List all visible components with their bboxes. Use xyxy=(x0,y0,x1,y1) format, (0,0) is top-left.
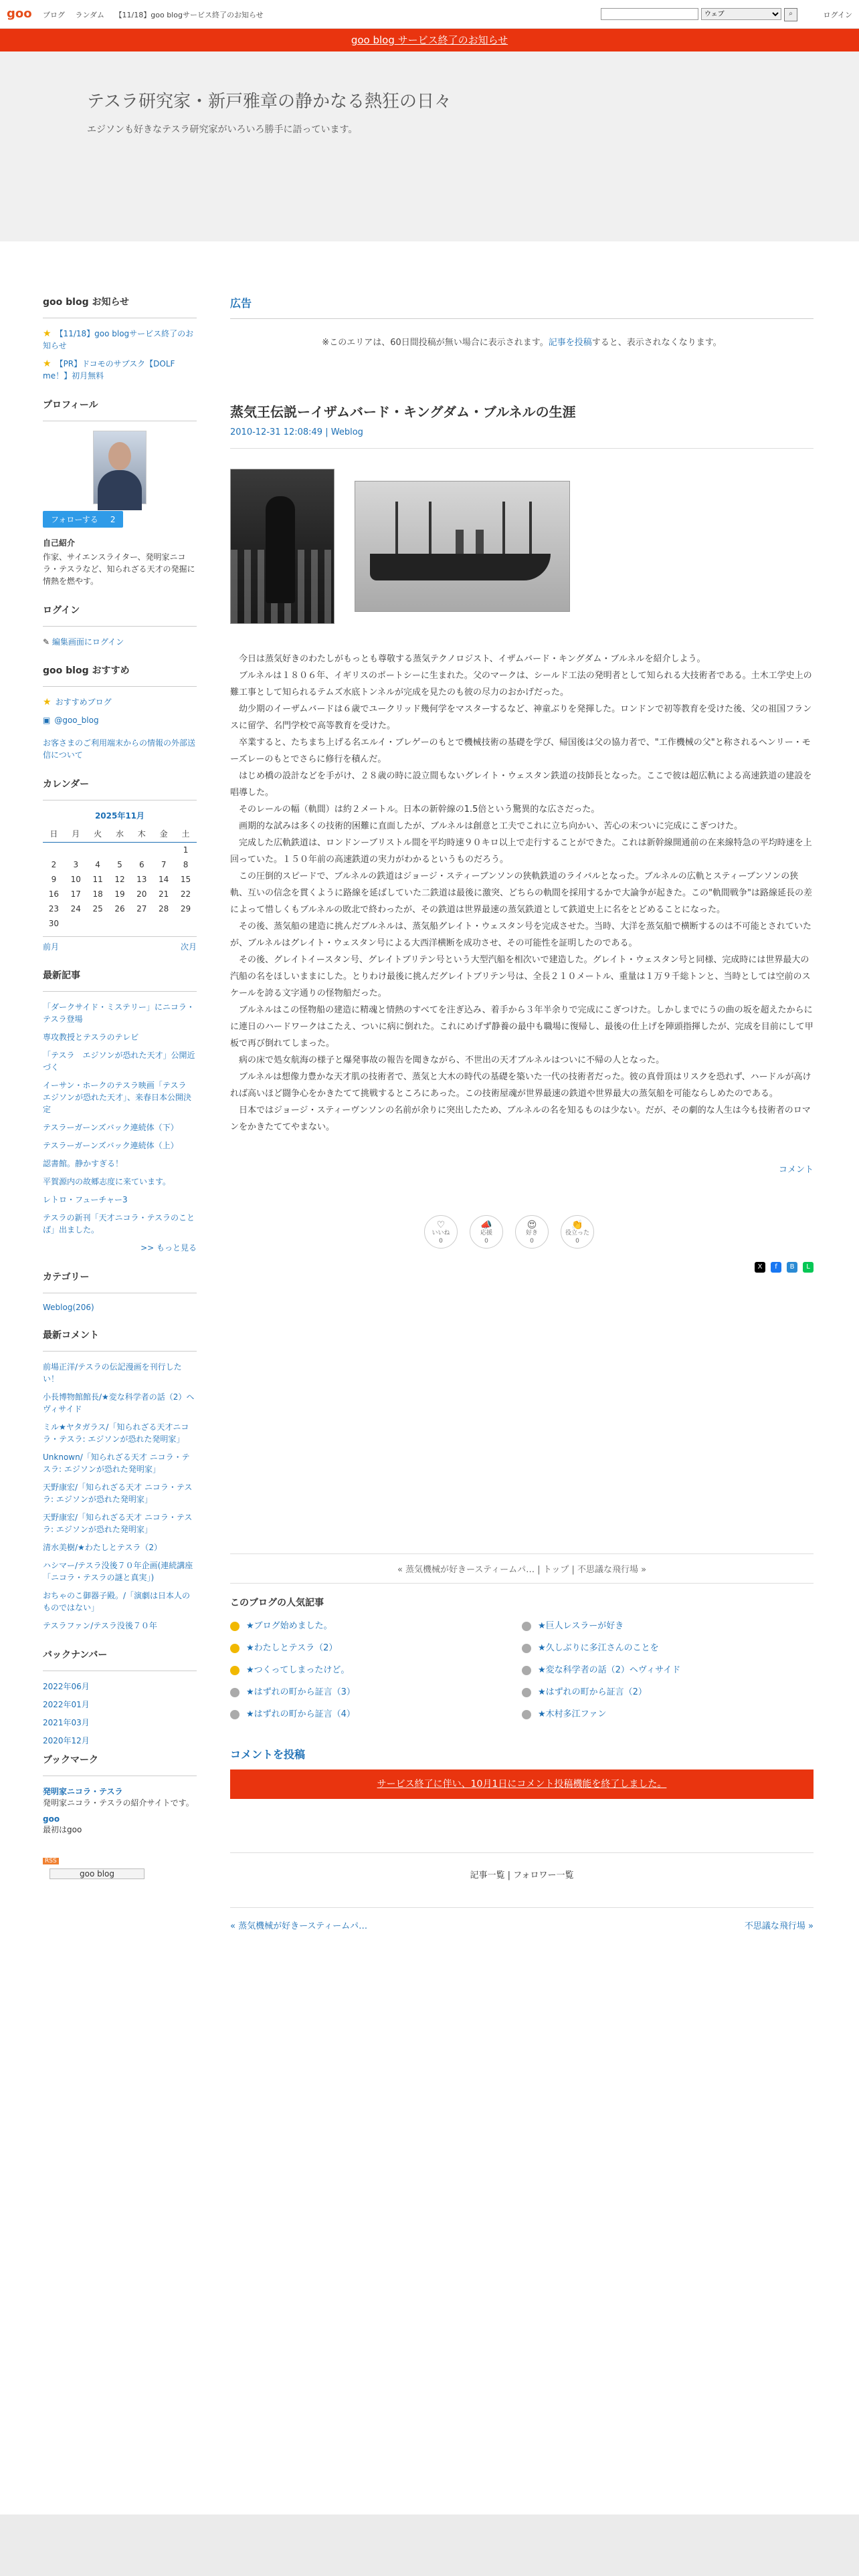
sidebar-recent xyxy=(43,968,197,1254)
calendar-date xyxy=(109,843,131,858)
rank-icon xyxy=(522,1666,531,1675)
sidebar-heading: 最新コメント xyxy=(43,1328,197,1352)
calendar-date: 3 xyxy=(73,860,79,869)
calendar-date: 5 xyxy=(117,860,122,869)
comment-closed-notice xyxy=(230,1769,814,1799)
sidebar-heading: goo blog おすすめ xyxy=(43,663,197,687)
calendar-date: 2 xyxy=(51,860,57,869)
blog-title[interactable]: テスラ研究家・新戸雅章の静かなる熱狂の日々 xyxy=(87,92,452,112)
popular-item[interactable]: ★つくってしまったけど。 xyxy=(230,1662,522,1675)
calendar-date: 27 xyxy=(136,904,147,914)
popular-heading: このブログの人気記事 xyxy=(230,1598,324,1608)
login-link[interactable]: ログイン xyxy=(823,11,852,19)
blog-header xyxy=(0,51,859,241)
rank-icon xyxy=(522,1710,531,1719)
calendar-date: 18 xyxy=(92,889,103,899)
follow-count: 2 xyxy=(110,515,116,524)
calendar-date: 23 xyxy=(48,904,60,914)
search-area xyxy=(601,8,797,21)
follow-button[interactable]: フォローする 2 xyxy=(43,511,123,528)
twitter-icon: ▣ xyxy=(43,716,51,725)
twitter-link[interactable]: @goo_blog xyxy=(54,716,99,725)
sidebar-bookmark xyxy=(43,1753,197,1835)
post-body xyxy=(230,651,814,1136)
sidebar-profile xyxy=(43,398,197,587)
reaction-buttons xyxy=(230,1215,814,1249)
bookmark-desc: 発明家ニコラ・テスラの紹介サイトです。 xyxy=(43,1798,194,1808)
sidebar-heading: バックナンバー xyxy=(43,1648,197,1671)
facebook-icon[interactable]: f xyxy=(771,1262,781,1273)
calendar-date xyxy=(87,843,109,858)
calendar-week xyxy=(43,872,197,887)
crown-icon xyxy=(230,1666,240,1675)
calendar-date: 6 xyxy=(138,860,145,869)
calendar-date: 12 xyxy=(114,875,125,884)
popular-item[interactable]: ★木村多江ファン xyxy=(522,1707,814,1719)
recent-post-link[interactable]: テスラーガーンズバック連続体（上） xyxy=(43,1141,179,1150)
calendar-day: 日 xyxy=(43,825,65,843)
backnumber-link[interactable]: 2020年12月 xyxy=(43,1736,90,1745)
rank-icon xyxy=(522,1644,531,1653)
topbar-link-random[interactable]: ランダム xyxy=(75,11,105,19)
prev-post-link[interactable]: « 蒸気機械が好きースティームパ… xyxy=(230,1921,368,1931)
bookmark-desc: 最初はgoo xyxy=(43,1825,82,1834)
post-article-link[interactable]: 記事を投稿 xyxy=(548,338,592,348)
calendar-day: 金 xyxy=(153,825,175,843)
category-link[interactable]: Weblog(206) xyxy=(43,1303,94,1312)
calendar-date xyxy=(109,916,131,931)
post-paragraph: そのレールの幅（軌間）は約２メートル。日本の新幹線の1.5倍という驚異的な広さだった。 xyxy=(230,804,600,815)
calendar-date: 24 xyxy=(70,904,81,914)
popular-item[interactable]: ★変な科学者の話（2）ヘヴィサイド xyxy=(522,1662,814,1675)
sidebar-heading: ログイン xyxy=(43,603,197,627)
reaction-like-button[interactable]: ♡ いいね 0 xyxy=(424,1215,458,1249)
notice-item xyxy=(43,328,197,352)
post-pager[interactable]: « 蒸気機械が好きースティームパ… | トップ | 不思議な飛行場 » xyxy=(230,1553,814,1584)
post-paragraph: 完成した広軌鉄道は、ロンドンーブリストル間を平均時速９０キロ以上で走行することができた。これは新幹線開通前の在来線特急の平均時速を上回っていた。１５０年前の高速鉄道の実力がわかるというものだろう。 xyxy=(230,838,812,865)
popular-item[interactable]: ★はずれの町から証言（3） xyxy=(230,1685,522,1697)
privacy-link[interactable]: お客さまのご利用端末からの情報の外部送信について xyxy=(43,738,196,760)
calendar-date: 16 xyxy=(48,889,60,899)
recent-comment-link[interactable]: 小長博物館館長/★変な科学者の話（2）ヘヴィサイド xyxy=(43,1392,195,1414)
sidebar-heading: カレンダー xyxy=(43,777,197,800)
great-eastern-ship-image xyxy=(355,481,570,612)
topbar-link-blog[interactable]: ブログ xyxy=(43,11,65,19)
star-icon: ★ xyxy=(43,358,52,369)
service-end-link[interactable]: goo blog サービス終了のお知らせ xyxy=(351,34,508,46)
sidebar xyxy=(43,295,197,1879)
calendar-day: 月 xyxy=(65,825,87,843)
sidebar-heading: ブックマーク xyxy=(43,1753,197,1776)
more-link[interactable]: >> もっと見る xyxy=(140,1243,197,1253)
star-icon: ★ xyxy=(43,697,52,708)
edit-login-link[interactable]: 編集画面にログイン xyxy=(52,637,124,647)
sidebar-heading: 最新記事 xyxy=(43,968,197,992)
recent-post-link[interactable]: 「ダークサイド・ミステリー」にニコラ・テスラ登場 xyxy=(43,1002,195,1024)
recommend-link[interactable]: おすすめブログ xyxy=(55,697,112,707)
list-links[interactable]: 記事一覧 | フォロワー一覧 xyxy=(230,1852,814,1881)
avatar[interactable] xyxy=(93,431,147,504)
post-paragraph: 病の床で処女航海の様子と爆発事故の報告を聞きながら、不世出の天才ブルネルはついに不帰の人となった。 xyxy=(230,1055,665,1065)
recent-post-link[interactable]: 認書館。静かすぎる！ xyxy=(43,1159,124,1168)
search-input[interactable] xyxy=(601,8,698,20)
sidebar-heading: カテゴリー xyxy=(43,1270,197,1293)
calendar-caption: 2025年11月 xyxy=(94,811,145,821)
star-icon: ★ xyxy=(43,328,52,339)
recent-post-link[interactable]: 平賀源内の故郷志度に来ています。 xyxy=(43,1177,171,1186)
post-paragraph: その後、グレイトイースタン号、グレイトブリテン号という大型汽船を相次いで建造した。グレイト・ウェスタン号と同様、完成時には世界最大の汽船の名をほしいままにした。とりわけ最後に挑んだグレイトブリテン号は、全長２１０メートル、重量は１万９千総トンと、当時としては空前のスケールを誇る文字通りの怪物船だった。 xyxy=(230,955,811,998)
post-paragraph: その後、蒸気船の建造に挑んだブルネルは、蒸気船グレイト・ウェスタン号を完成させた。当時、大洋を蒸気船で横断するのは不可能とされていたが、ブルネルはグレイト・ウェスタン号による大西洋横断を成功させ、その可能性を証明したのである。 xyxy=(230,922,812,948)
calendar-date: 15 xyxy=(180,875,191,884)
list-item xyxy=(43,696,197,708)
post-paragraph: ブルネルは１８０６年、イギリスのポートシーに生まれた。父のマークは、シールド工法の発明者として知られる大技術者である。土木工学史上の難工事として知られるテムズ水底トンネルが完成を見たのも彼の尽力のおかげだった。 xyxy=(230,671,812,697)
calendar-date xyxy=(87,916,109,931)
calendar-date: 22 xyxy=(180,889,191,899)
sidebar-comments xyxy=(43,1328,197,1632)
notice-link[interactable]: 【PR】ドコモのサブスク【DOLF me！】初月無料 xyxy=(43,359,175,381)
recent-post-link[interactable]: テスラーガーンズバック連続体（下） xyxy=(43,1123,179,1132)
search-icon[interactable]: ⌕ xyxy=(784,8,797,21)
post-paragraph: ブルネルはこの怪物船の建造に精魂と情熱のすべてを注ぎ込み、着手から３年半余りで完成にこぎつけた。しかしまでにうの曲の坂を超えたからにに連日のハードワークはこたえ、ついに病に倒れた。これにめげず静養の最中も職場に復帰し、最後の仕上げを陣頭指揮したが、完成を目前にして甲板で再び倒れてしまった。 xyxy=(230,1005,814,1049)
notice-item xyxy=(43,358,197,382)
calendar-date: 4 xyxy=(95,860,100,869)
calendar-date: 20 xyxy=(136,889,147,899)
post-paragraph: ブルネルは想像力豊かな天才肌の技術者で、蒸気と大木の時代の基礎を築いた一代の技術者だった。彼の真骨頂はリスクを恐れず、ハードルが高ければ高いほど闘争心をかきたてて挑戦するところにあった。この技術屋魂が世界最速の鉄道や世界最大の蒸気船を可能ならしめたのである。 xyxy=(230,1072,812,1099)
calendar-date: 7 xyxy=(161,860,167,869)
next-post-link[interactable]: 不思議な飛行場 » xyxy=(744,1921,814,1931)
calendar-body xyxy=(43,843,197,932)
popular-item[interactable]: ★巨人レスラーが好き xyxy=(522,1618,814,1631)
calendar-week xyxy=(43,887,197,901)
reaction-cheer-button[interactable]: 📣 応援 0 xyxy=(470,1215,503,1249)
calendar-week xyxy=(43,916,197,931)
bookmark-link[interactable]: goo xyxy=(43,1814,60,1824)
hatena-icon[interactable]: B xyxy=(787,1262,797,1273)
topbar-link-notice[interactable]: 【11/18】goo blogサービス終了のお知らせ xyxy=(114,11,264,19)
bookmark-link[interactable]: 発明家ニコラ・テスラ xyxy=(43,1787,123,1796)
self-intro-text: 作家、サイエンスライター、発明家ニコラ・テスラなど、知られざる天才の発掘に情熱を燃やす。 xyxy=(43,552,195,586)
calendar-date: 25 xyxy=(92,904,103,914)
rank-icon xyxy=(230,1710,240,1719)
post-photos xyxy=(230,469,814,624)
calendar-date: 21 xyxy=(159,889,169,899)
sidebar-badges xyxy=(43,1855,197,1879)
sidebar-notices xyxy=(43,295,197,382)
sidebar-recommend xyxy=(43,663,197,761)
calendar-date: 10 xyxy=(70,875,81,884)
megaphone-icon: 📣 xyxy=(480,1220,492,1230)
post-paragraph: この圧倒的スピードで、ブルネルの鉄道はジョージ・スティーブンソンの狭軌鉄道のライバルとなった。ブルネルの広軌とスティーブンソンの狭軌、互いの信念を貫くように路線を延ばしていた二鉄道は最後に激突、どちらの軌間を採用するかで大論争が起きた。この"軌間戦争"は路線延長の差によって惜しくもブルネルの敗北で終わったが、その鉄道は世界最速の蒸気鉄道として鉄道史上に名をとどめることになった。 xyxy=(230,871,812,915)
page-footer xyxy=(0,2514,859,2576)
global-topbar xyxy=(0,0,859,29)
heart-eyes-icon: 😍 xyxy=(527,1220,537,1230)
post-title: 蒸気王伝説ーイザムバード・キングダム・ブルネルの生涯 xyxy=(230,404,576,420)
popular-list xyxy=(230,1618,814,1719)
ad-note: ※このエリアは、60日間投稿が無い場合に表示されます。記事を投稿すると、表示されなくなります。 xyxy=(322,338,722,348)
calendar-date xyxy=(130,916,153,931)
calendar-date: 1 xyxy=(183,845,189,855)
calendar-day: 土 xyxy=(175,825,197,843)
share-buttons xyxy=(230,1262,814,1273)
calendar-date xyxy=(65,916,87,931)
sidebar-login xyxy=(43,603,197,647)
calendar-day: 水 xyxy=(109,825,131,843)
self-intro-heading: 自己紹介 xyxy=(43,538,76,548)
main-content xyxy=(230,295,814,1931)
rank-icon xyxy=(230,1688,240,1697)
list-item xyxy=(43,714,197,726)
reaction-love-button[interactable]: 😍 好き 0 xyxy=(515,1215,549,1249)
post-category-link[interactable]: Weblog xyxy=(330,427,363,437)
calendar-date xyxy=(130,843,153,858)
popular-item[interactable]: ★はずれの町から証言（4） xyxy=(230,1707,522,1719)
calendar-date: 14 xyxy=(159,875,169,884)
recent-post-link[interactable]: 「テスラ エジソンが恐れた天才」公開近づく xyxy=(43,1051,195,1072)
comment-link[interactable]: コメント xyxy=(778,1165,814,1175)
clap-icon: 👏 xyxy=(571,1220,583,1230)
rss-icon[interactable]: RSS xyxy=(43,1858,59,1864)
recent-post-link[interactable]: 専攻教授とテスラのテレビ xyxy=(43,1033,139,1042)
crown-icon xyxy=(230,1622,240,1631)
calendar-date: 30 xyxy=(48,919,60,928)
rank-icon xyxy=(522,1688,531,1697)
recent-comment-link[interactable]: おちゃのこ御器子殿。/「演劇は日本人のものではない」 xyxy=(43,1591,191,1612)
calendar-date: 26 xyxy=(114,904,125,914)
calendar-date: 19 xyxy=(114,889,125,899)
post-paragraph: 卒業すると、たちまち上げる名エルイ・ブレゲーのもとで機械技術の基礎を学び、帰国後は父の協力者で、"工作機械の父"と称されるヘンリー・モーズレーのもとでさらに修行を積んだ。 xyxy=(230,738,811,764)
sidebar-category xyxy=(43,1270,197,1312)
sidebar-heading: goo blog お知らせ xyxy=(43,295,197,318)
backnumber-link[interactable]: 2022年01月 xyxy=(43,1700,90,1709)
backnumber-link[interactable]: 2022年06月 xyxy=(43,1682,90,1691)
calendar-day: 木 xyxy=(130,825,153,843)
calendar-date: 11 xyxy=(92,875,103,884)
calendar-prev-link[interactable]: 前月 xyxy=(43,942,60,952)
calendar-table xyxy=(43,810,197,931)
post-meta: 2010-12-31 12:08:49 | Weblog xyxy=(230,427,814,449)
post-paragraph: 幼少期のイーザムバードは６歳でユークリッド幾何学をマスターするなど、神童ぶりを発揮した。ロンドンで初等教育を受けた後、父の祖国フランスに留学、名門学校で高等教育を受けた。 xyxy=(230,704,812,731)
post-paragraph: 画期的な試みは多くの技術的困難に直面したが、ブルネルは創意と工夫でこれに立ち向かい、苦心の末ついに完成にこぎつけた。 xyxy=(230,821,743,831)
popular-item[interactable]: ★ブログ始めました。 xyxy=(230,1618,522,1631)
line-icon[interactable]: L xyxy=(803,1262,814,1273)
popular-item[interactable]: ★久しぶりに多江さんのことを xyxy=(522,1640,814,1653)
goo-blog-badge[interactable]: goo blog xyxy=(50,1868,145,1879)
recent-comment-link[interactable]: 天野康宏/「知られざる天才 ニコラ・テスラ: エジソンが恐れた発明家」 xyxy=(43,1513,193,1534)
x-icon[interactable]: X xyxy=(755,1262,765,1273)
recent-comment-link[interactable]: 清水美樹/★わたしとテスラ（2） xyxy=(43,1543,162,1552)
comment-post-heading: コメントを投稿 xyxy=(230,1748,306,1761)
calendar-day: 火 xyxy=(87,825,109,843)
recent-comment-link[interactable]: テスラファン/テスラ没後７０年 xyxy=(43,1621,157,1630)
backnumber-link[interactable]: 2021年03月 xyxy=(43,1718,90,1727)
heart-icon: ♡ xyxy=(436,1220,446,1230)
goo-logo[interactable]: goo xyxy=(7,7,32,21)
recent-comment-link[interactable]: ハシマー/テスラ没後７０年企画(連続講座「ニコラ・テスラの謎と真実」) xyxy=(43,1561,193,1582)
topbar-links xyxy=(43,9,272,20)
recent-comment-link[interactable]: 天野康宏/「知られざる天才 ニコラ・テスラ: エジソンが恐れた発明家」 xyxy=(43,1483,193,1504)
calendar-date: 9 xyxy=(51,875,57,884)
recent-comment-link[interactable]: Unknown/「知られざる天才 ニコラ・テスラ: エジソンが恐れた発明家」 xyxy=(43,1453,190,1474)
recent-post-link[interactable]: テスラの新刊「天才ニコラ・テスラのことば」出ました。 xyxy=(43,1213,195,1235)
recent-post-link[interactable]: レトロ・フューチャー3 xyxy=(43,1195,128,1204)
brunel-portrait-image xyxy=(230,469,335,624)
calendar-date: 17 xyxy=(70,889,81,899)
calendar-week xyxy=(43,843,197,858)
calendar-date xyxy=(153,916,175,931)
sidebar-backnumber xyxy=(43,1648,197,1745)
calendar-next-link[interactable]: 次月 xyxy=(180,942,197,952)
popular-item[interactable]: ★はずれの町から証言（2） xyxy=(522,1685,814,1697)
search-scope-select[interactable] xyxy=(701,8,781,20)
calendar-date: 29 xyxy=(180,904,191,914)
ad-heading: 広告 xyxy=(230,295,814,319)
post-paragraph: 今日は蒸気好きのわたしがもっとも尊敬する蒸気テクノロジスト、イザムバード・キングダム・ブルネルを紹介しよう。 xyxy=(230,654,706,664)
notice-link[interactable]: 【11/18】goo blogサービス終了のお知らせ xyxy=(43,329,194,350)
service-end-notice xyxy=(0,29,859,51)
post-paragraph: 日本ではジョージ・スティーヴンソンの名前が余りに突出したため、ブルネルの名を知るものは少ない。だが、その劇的な人生は今も技術者のロマンをかきたててやまない。 xyxy=(230,1105,811,1132)
calendar-date xyxy=(43,843,65,858)
calendar-date: 8 xyxy=(183,860,189,869)
calendar-week xyxy=(43,857,197,872)
post-paragraph: はじめ橋の設計などを手がけ、２８歳の時に設立間もないグレイト・ウェスタン鉄道の技師長となった。ここで彼は超広軌による高速鉄道の建設を唱導した。 xyxy=(230,771,812,798)
calendar-week xyxy=(43,901,197,916)
calendar-date xyxy=(175,916,197,931)
recent-comment-link[interactable]: ミル★ヤタガラス/「知られざる天才ニコラ・テスラ: エジソンが恐れた発明家」 xyxy=(43,1422,189,1444)
reaction-helpful-button[interactable]: 👏 役立った 0 xyxy=(561,1215,594,1249)
post-date: 2010-12-31 12:08:49 xyxy=(230,427,323,437)
blog-description: エジソンも好きなテスラ研究家がいろいろ勝手に語っています。 xyxy=(87,124,358,135)
recent-comment-link[interactable]: 前場正洋/テスラの伝記漫画を刊行したい！ xyxy=(43,1362,182,1384)
crown-icon xyxy=(230,1644,240,1653)
calendar-date: 28 xyxy=(159,904,169,914)
rank-icon xyxy=(522,1622,531,1631)
calendar-date xyxy=(65,843,87,858)
sidebar-calendar xyxy=(43,777,197,952)
calendar-date xyxy=(153,843,175,858)
comment-closed-link[interactable]: サービス終了に伴い、10月1日にコメント投稿機能を終了しました。 xyxy=(377,1779,667,1790)
bottom-nav xyxy=(230,1907,814,1931)
pencil-icon: ✎ xyxy=(43,637,50,647)
calendar-date: 13 xyxy=(136,875,147,884)
sidebar-heading: プロフィール xyxy=(43,398,197,421)
popular-item[interactable]: ★わたしとテスラ（2） xyxy=(230,1640,522,1653)
recent-post-link[interactable]: イーサン・ホークのテスラ映画「テスラ エジソンが恐れた天才」、来春日本公開決定 xyxy=(43,1081,195,1114)
